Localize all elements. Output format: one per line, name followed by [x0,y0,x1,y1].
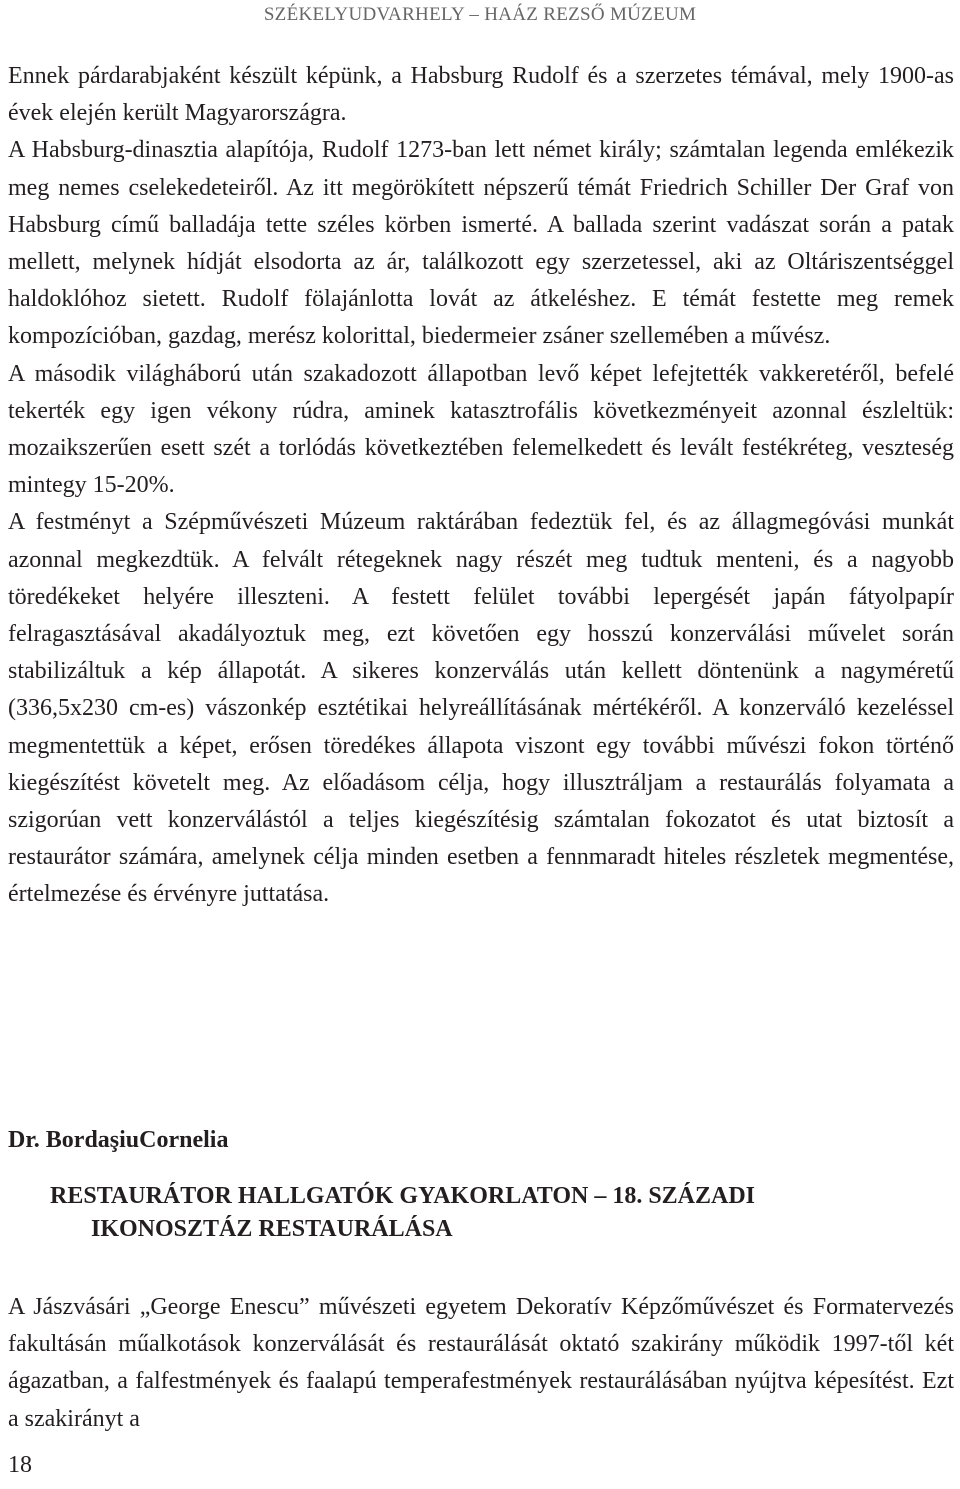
paragraph: A Habsburg-dinasztia alapítója, Rudolf 1273-ban lett német király; számtalan legenda emlékezik meg nemes cselekedeteiről. Az itt megörökített népszerű témát Friedrich Schiller Der Graf von Habsburg című balladája tette széles körben ismerté. A ballada szerint vadászat során a patak mellett, melynek hídját elsodorta az ár, találkozott egy szerzetessel, aki az Oltáriszentséggel haldoklóhoz sietett. Rudolf fölajánlotta lovát az átkeléshez. E témát festette meg remek kompozícióban, gazdag, merész kolorittal, biedermeier zsáner szellemében a művész. [8,137,954,350]
article-body [8,1289,954,1438]
author-name: Dr. BordaşiuCornelia [8,1127,229,1153]
paragraph: A második világháború után szakadozott állapotban levő képet lefejtették vakkeretéről, befelé tekerték egy igen vékony rúdra, aminek katasztrofális következményeit azonnal észleltük: mozaikszerűen esett szét a torlódás következtében felemelkedett és levált festékréteg, veszteség mintegy 15-20%. [8,360,954,499]
paragraph: A festményt a Szépművészeti Múzeum raktárában fedeztük fel, és az állagmegóvási munkát azonnal megkezdtük. A felvált rétegeknek nagy részét meg tudtuk menteni, és a nagyobb töredékeket helyére illeszteni. A festett felület további lepergését japán fátyolpapír felragasztásával akadályoztuk meg, ezt követően egy hosszú konzerválási művelet során stabilizáltuk a kép állapotát. A sikeres konzerválás után kellett döntenünk a nagyméretű (336,5x230 cm-es) vászonkép esztétikai helyreállításának mértékéről. A konzerváló kezeléssel megmentettük a képet, erősen töredékes állapota viszont egy további művészi fokon történő kiegészítést követelt meg. Az előadásom célja, hogy illusztráljam a restaurálás folyamata a szigorúan vett konzerválástól a teljes kiegészítésig számtalan fokozatot és utat biztosít a restaurátor számára, amelynek célja minden esetben a fennmaradt hiteles részletek megmentése, értelmezése és érvényre juttatása. [8,509,954,908]
article-body [8,58,954,914]
section-title-line: IKONOSZTÁZ RESTAURÁLÁSA [91,1216,453,1242]
section-title-line: RESTAURÁTOR HALLGATÓK GYAKORLATON – 18. SZÁZADI [50,1183,756,1209]
section-title [50,1180,930,1246]
running-header: SZÉKELYUDVARHELY – HAÁZ REZSŐ MÚZEUM [263,4,697,25]
page-number: 18 [8,1452,32,1478]
paragraph: Ennek párdarabjaként készült képünk, a Habsburg Rudolf és a szerzetes témával, mely 1900-as évek elején került Magyarországra. [8,63,954,127]
paragraph: A Jászvásári „George Enescu” művészeti egyetem Dekoratív Képzőművészet és Formatervezés fakultásán műalkotások konzerválását és restaurálását oktató szakirány működik 1997-től két ágazatban, a falfestmények és faalapú temperafestmények restaurálásában nyújtva képesítést. Ezt a szakirányt a [8,1294,954,1432]
